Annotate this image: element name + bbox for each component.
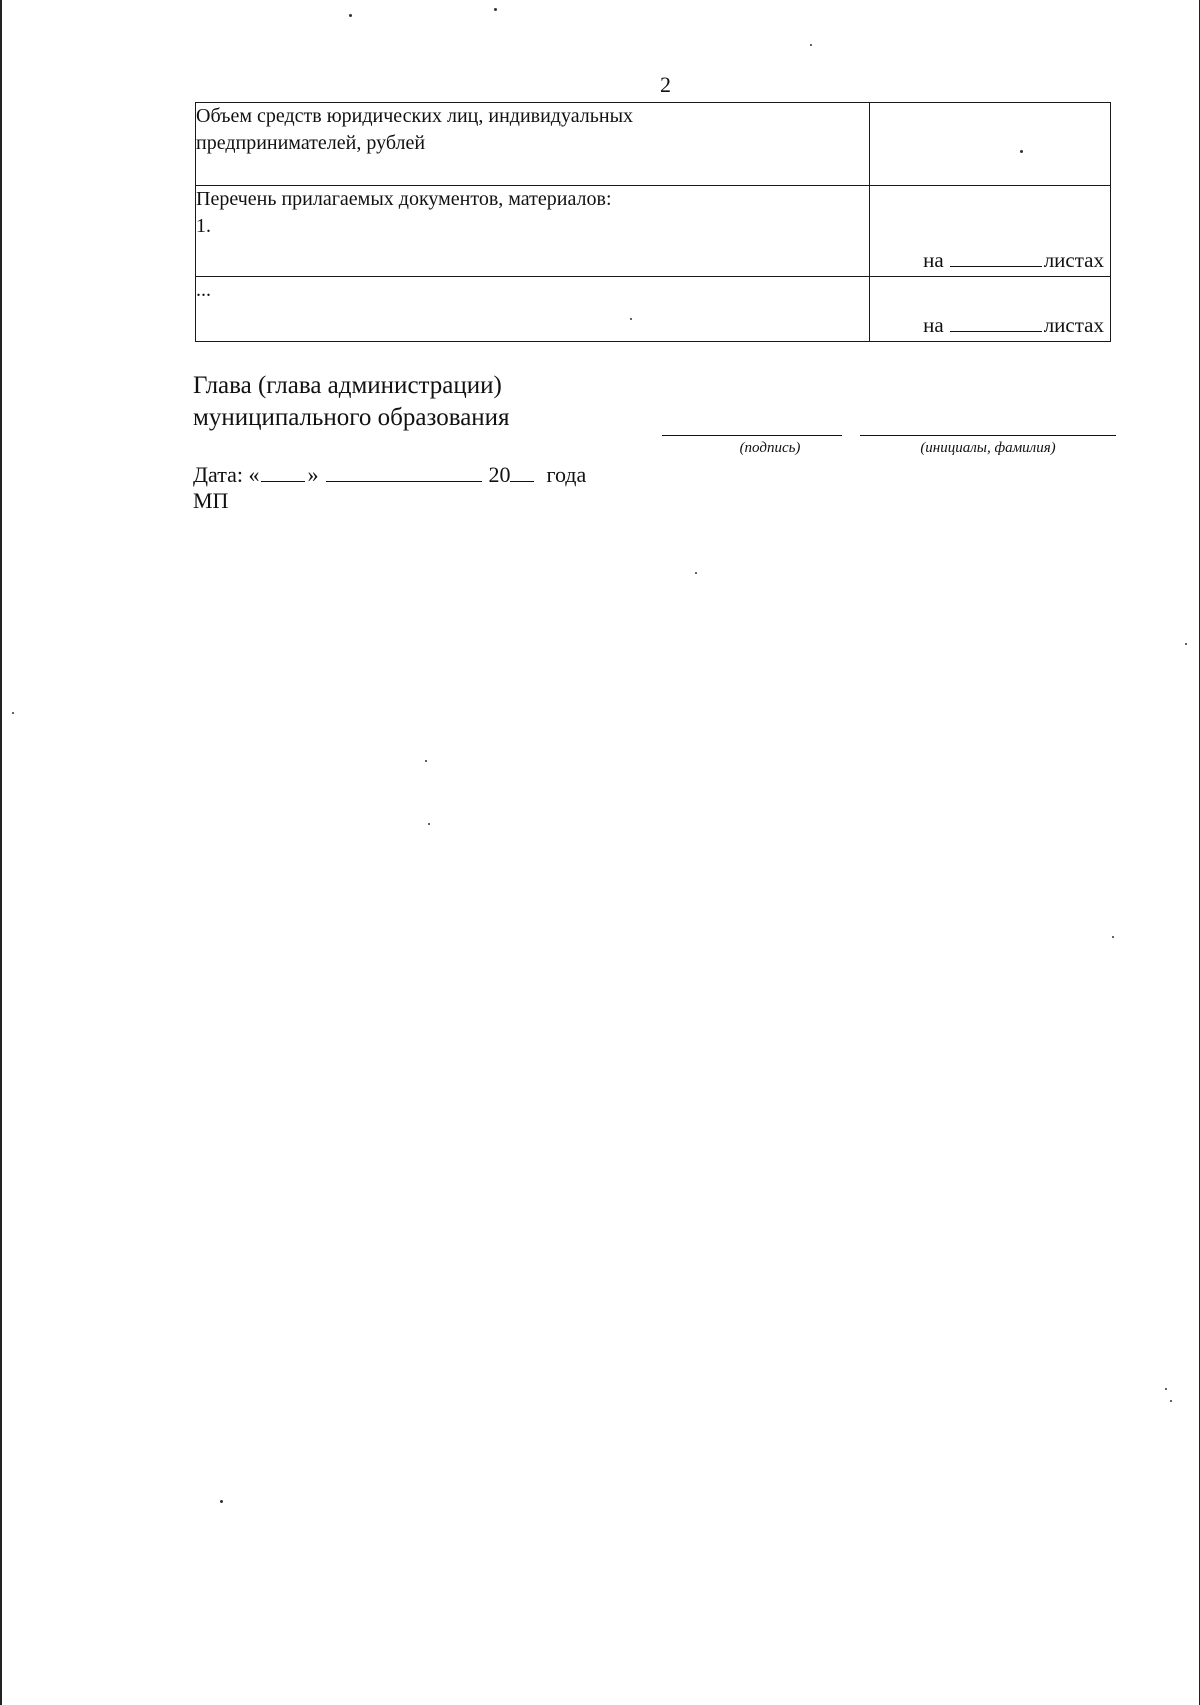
date-close-quote: » bbox=[307, 462, 319, 487]
signatory-title-line: Глава (глава администрации) bbox=[193, 372, 502, 399]
day-blank bbox=[261, 461, 305, 482]
scan-speck bbox=[349, 14, 352, 17]
row-value-cell bbox=[870, 103, 1111, 186]
pages-count-blank bbox=[950, 248, 1042, 267]
row-label-cell bbox=[196, 103, 870, 186]
date-line bbox=[193, 461, 586, 488]
signature-line bbox=[662, 435, 842, 436]
signatory-title bbox=[193, 370, 510, 434]
pages-suffix: листах bbox=[1043, 248, 1104, 272]
year-suffix: года bbox=[546, 462, 587, 487]
table-row bbox=[196, 277, 1111, 342]
row-label-line: Объем средств юридических лиц, индивидуальных bbox=[196, 105, 634, 127]
scan-speck bbox=[810, 44, 812, 46]
ellipsis-item: ... bbox=[196, 279, 211, 301]
scan-speck bbox=[1170, 1400, 1172, 1402]
row-label-line: предпринимателей, рублей bbox=[196, 132, 426, 154]
pages-prefix: на bbox=[923, 313, 944, 337]
row-label-cell bbox=[196, 277, 870, 342]
row-label-cell bbox=[196, 186, 870, 277]
scan-speck bbox=[220, 1500, 223, 1503]
scan-border-left bbox=[0, 0, 2, 1705]
table-row bbox=[196, 103, 1111, 186]
table-row bbox=[196, 186, 1111, 277]
page-number: 2 bbox=[660, 72, 671, 97]
scan-speck bbox=[425, 760, 427, 762]
pages-prefix: на bbox=[923, 248, 944, 272]
name-line bbox=[860, 435, 1116, 436]
pages-suffix: листах bbox=[1043, 313, 1104, 337]
signature-caption: (подпись) bbox=[739, 440, 801, 456]
pages-count bbox=[923, 248, 1104, 273]
scan-speck bbox=[428, 823, 430, 825]
seal-placeholder: МП bbox=[193, 488, 229, 513]
application-table bbox=[195, 102, 1111, 342]
scan-speck bbox=[12, 712, 14, 714]
row-value-cell bbox=[870, 277, 1111, 342]
date-label: Дата: « bbox=[193, 462, 260, 487]
month-blank bbox=[326, 461, 482, 482]
row-value-cell bbox=[870, 186, 1111, 277]
year-prefix: 20 bbox=[488, 462, 511, 487]
scan-speck bbox=[494, 8, 497, 11]
scan-speck bbox=[1165, 1388, 1167, 1390]
pages-count bbox=[923, 313, 1104, 338]
year-blank bbox=[510, 461, 534, 482]
scan-speck bbox=[1185, 643, 1187, 645]
name-caption: (инициалы, фамилия) bbox=[920, 440, 1056, 456]
scan-speck bbox=[630, 318, 632, 320]
signatory-title-line: муниципального образования bbox=[193, 404, 510, 431]
pages-count-blank bbox=[950, 313, 1042, 332]
row-label-line: Перечень прилагаемых документов, материалов: bbox=[196, 188, 612, 210]
scan-speck bbox=[1020, 150, 1023, 153]
scan-speck bbox=[1112, 936, 1114, 938]
scan-speck bbox=[695, 572, 697, 574]
document-item-number: 1. bbox=[196, 215, 211, 237]
